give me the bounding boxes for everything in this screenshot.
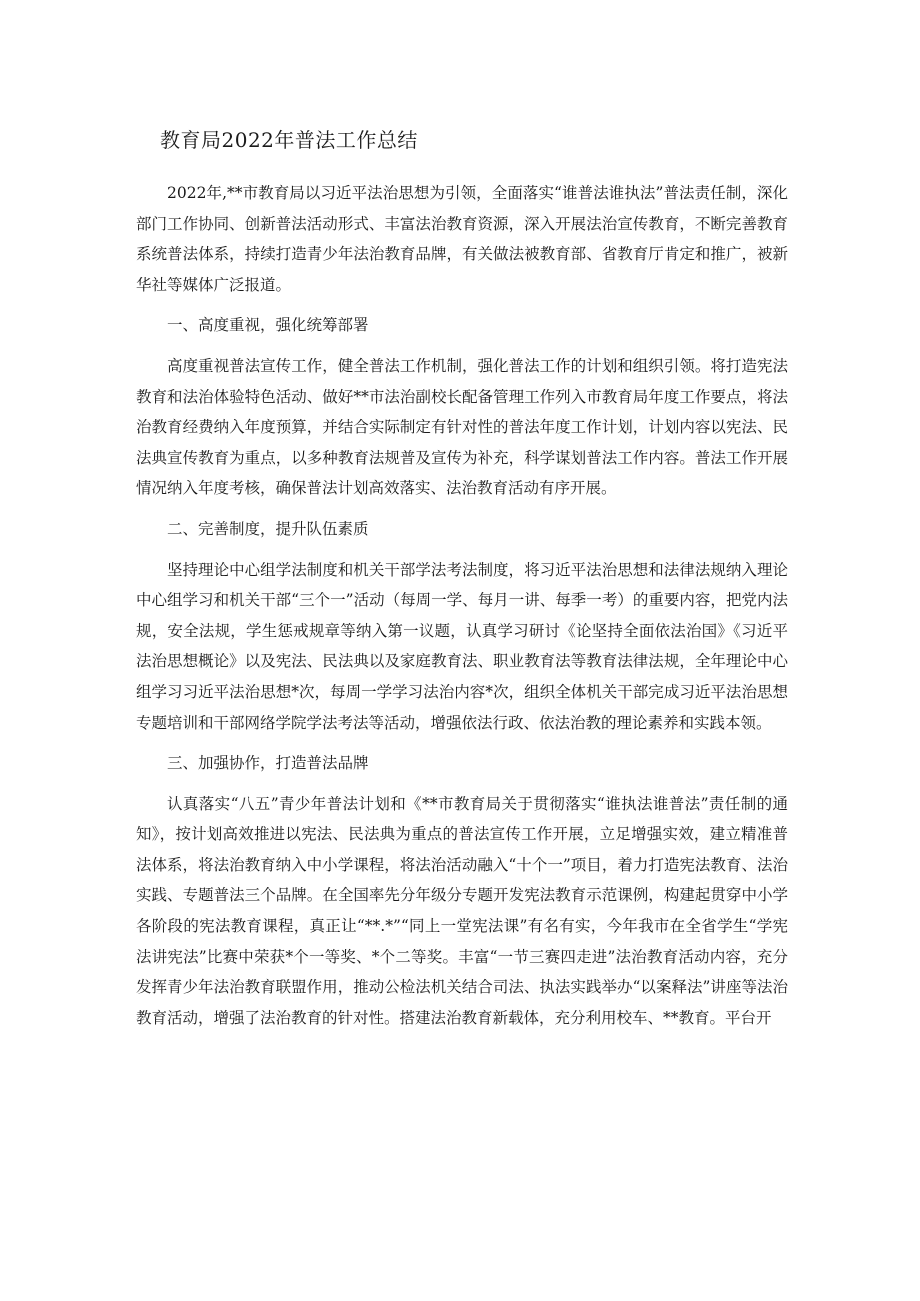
section-2-heading: 二、完善制度，提升队伍素质	[167, 519, 369, 538]
document-body	[136, 178, 788, 1033]
section-1-heading: 一、高度重视，强化统筹部署	[167, 316, 369, 335]
section-1-body: 高度重视普法宣传工作，健全普法工作机制，强化普法工作的计划和组织引领。将打造宪法教育和法治体验特色活动、做好**市法治副校长配备管理工作列入市教育局年度工作要点，将法治教育经费纳入年度预算，并结合实际制定有针对性的普法年度工作计划，计划内容以宪法、民法典宣传教育为重点，以多种教育法规普及宣传为补充，科学谋划普法工作内容。普法工作开展情况纳入年度考核，确保普法计划高效落实、法治教育活动有序开展。	[136, 356, 788, 498]
section-2-body: 坚持理论中心组学法制度和机关干部学法考法制度，将习近平法治思想和法律法规纳入理论中心组学习和机关干部“三个一”活动（每周一学、每月一讲、每季一考）的重要内容，把党内法规，安全法规，学生惩戒规章等纳入第一议题，认真学习研讨《论坚持全面依法治国》《习近平法治思想概论》以及宪法、民法典以及家庭教育法、职业教育法等教育法律法规，全年理论中心组学习习近平法治思想*次，每周一学学习法治内容*次，组织全体机关干部完成习近平法治思想专题培训和干部网络学院学法考法等活动，增强依法行政、依法治教的理论素养和实践本领。	[136, 560, 788, 732]
document-title: 教育局2022年普法工作总结	[160, 128, 418, 152]
intro-paragraph: 2022年,**市教育局以习近平法治思想为引领，全面落实“谁普法谁执法”普法责任制，深化部门工作协同、创新普法活动形式、丰富法治教育资源，深入开展法治宣传教育，不断完善教育系统普法体系，持续打造青少年法治教育品牌，有关做法被教育部、省教育厅肯定和推广，被新华社等媒体广泛报道。	[136, 184, 788, 294]
section-3-body: 认真落实“八五”青少年普法计划和《**市教育局关于贯彻落实“谁执法谁普法”责任制的通知》，按计划高效推进以宪法、民法典为重点的普法宣传工作开展，立足增强实效，建立精准普法体系，将法治教育纳入中小学课程，将法治活动融入“十个一”项目，着力打造宪法教育、法治实践、专题普法三个品牌。在全国率先分年级分专题开发宪法教育示范课例，构建起贯穿中小学各阶段的宪法教育课程，真正让“**.*”“同上一堂宪法课”有名有实，今年我市在全省学生“学宪法讲宪法”比赛中荣获*个一等奖、*个二等奖。丰富“一节三赛四走进”法治教育活动内容，充分发挥青少年法治教育联盟作用，推动公检法机关结合司法、执法实践举办“以案释法”讲座等法治教育活动，增强了法治教育的针对性。搭建法治教育新载体，充分利用校车、**教育。平台开	[136, 794, 788, 1027]
section-3-heading: 三、加强协作，打造普法品牌	[167, 754, 369, 773]
